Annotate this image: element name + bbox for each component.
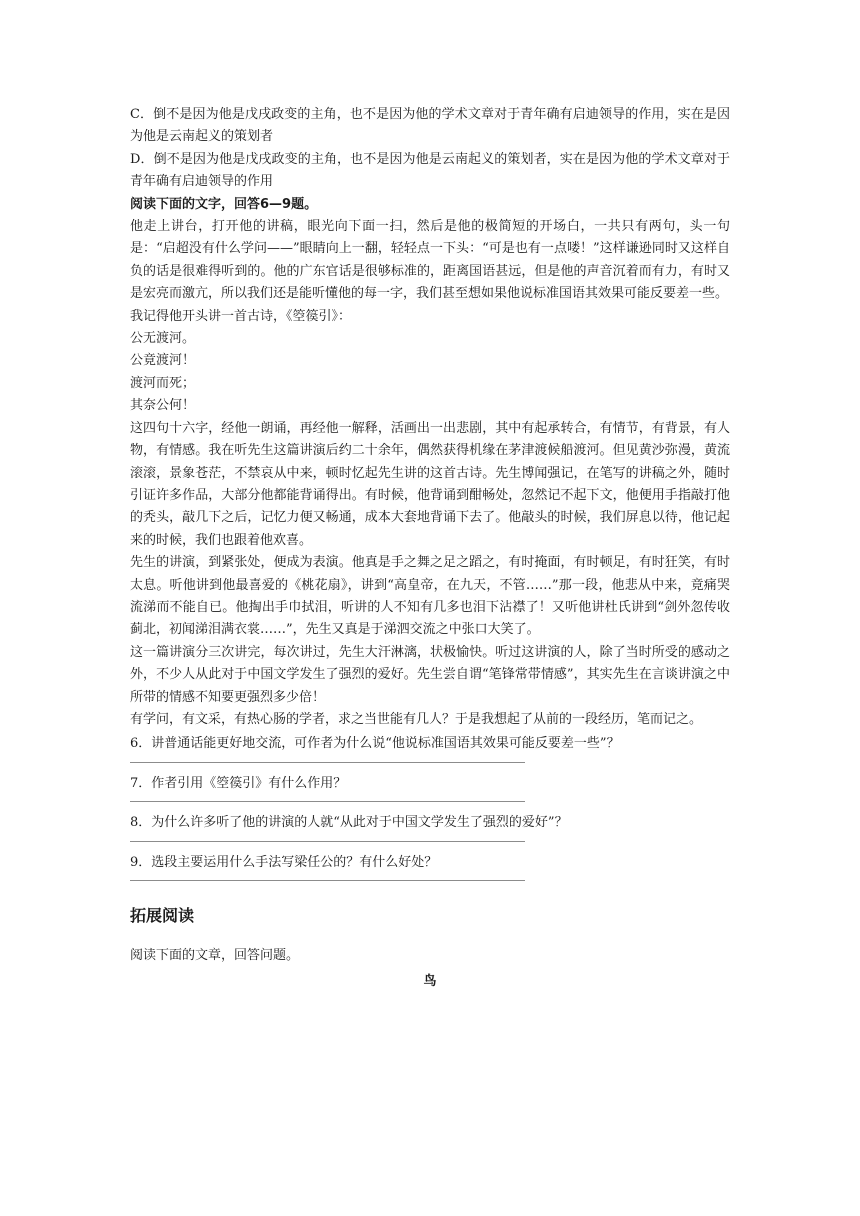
option-d: D．倒不是因为他是戊戌政变的主角，也不是因为他是云南起义的策划者，实在是因为他的学术文章对于青年确有启迪领导的作用 xyxy=(130,151,730,190)
question-9: 9．选段主要运用什么手法写梁任公的？有什么好处？ xyxy=(130,854,438,870)
document-content xyxy=(130,104,730,994)
poem-line-4: 其奈公何！ xyxy=(130,398,196,414)
passage-paragraph-2: 我记得他开头讲一首古诗，《箜篌引》： xyxy=(130,308,352,324)
extension-instruction: 阅读下面的文章，回答问题。 xyxy=(130,948,300,963)
question-6: 6．讲普通话能更好地交流，可作者为什么说“他说标准国语其效果可能反要差一些”？ xyxy=(130,736,620,752)
poem-line-1: 公无渡河。 xyxy=(130,331,196,347)
poem-line-2: 公竟渡河！ xyxy=(130,353,196,369)
passage-paragraph-5: 这一篇讲演分三次讲完，每次讲过，先生大汗淋漓，状极愉快。听过这讲演的人，除了当时所受的感动之外，不少人从此对于中国文学发生了强烈的爱好。先生尝自谓“笔锋常带情感”，其实先生在言谈讲演之中所带的情感不知要更强烈多少倍！ xyxy=(130,644,730,705)
passage-paragraph-6: 有学问，有文采，有热心肠的学者，求之当世能有几人？于是我想起了从前的一段经历，笔而记之。 xyxy=(130,711,703,727)
answer-line-7[interactable] xyxy=(130,801,525,802)
passage-paragraph-3: 这四句十六字，经他一朗诵，再经他一解释，活画出一出悲剧，其中有起承转合，有情节，有背景，有人物，有情感。我在听先生这篇讲演后约二十余年，偶然获得机缘在茅津渡候船渡河。但见黄沙弥漫，黄流滚滚，景象苍茫，不禁哀从中来，顿时忆起先生讲的这首古诗。先生博闻强记，在笔写的讲稿之外，随时引证许多作品，大部分他都能背诵得出。有时候，他背诵到酣畅处，忽然记不起下文，他便用手指敲打他的秃头，敲几下之后，记忆力便又畅通，成本大套地背诵下去了。他敲头的时候，我们屏息以待，他记起来的时候，我们也跟着他欢喜。 xyxy=(130,420,730,548)
answer-line-9[interactable] xyxy=(130,880,525,881)
answer-line-6[interactable] xyxy=(130,762,525,763)
passage-paragraph-4: 先生的讲演，到紧张处，便成为表演。他真是手之舞之足之蹈之，有时掩面，有时顿足，有时狂笑，有时太息。听他讲到他最喜爱的《桃花扇》，讲到“高皇帝，在九天，不管……”那一段，他悲从中来，竟痛哭流涕而不能自已。他掏出手巾拭泪，听讲的人不知有几多也泪下沾襟了！又听他讲杜氏讲到“剑外忽传收蓟北，初闻涕泪满衣裳……”，先生又真是于涕泗交流之中张口大笑了。 xyxy=(130,555,730,638)
option-c: C．倒不是因为他是戊戌政变的主角，也不是因为他的学术文章对于青年确有启迪领导的作用，实在是因为他是云南起义的策划者 xyxy=(130,107,730,145)
article-title: 鸟 xyxy=(423,974,437,990)
answer-line-8[interactable] xyxy=(130,841,525,842)
extension-section-title: 拓展阅读 xyxy=(130,906,195,925)
question-7: 7．作者引用《箜篌引》有什么作用？ xyxy=(130,775,347,791)
passage-paragraph-1: 他走上讲台，打开他的讲稿，眼光向下面一扫，然后是他的极简短的开场白，一共只有两句，头一句是：“启超没有什么学问——”眼睛向上一翻，轻轻点一下头：“可是也有一点喽！”这样谦逊同时又这样自负的话是很难得听到的。他的广东官话是很够标准的，距离国语甚远，但是他的声音沉着而有力，有时又是宏亮而激亢，所以我们还是能听懂他的每一字，我们甚至想如果他说标准国语其效果可能反要差一些。 xyxy=(130,219,730,302)
poem-line-3: 渡河而死； xyxy=(130,375,196,391)
question-8: 8．为什么许多听了他的讲演的人就“从此对于中国文学发生了强烈的爱好”？ xyxy=(130,815,568,831)
reading-heading: 阅读下面的文字，回答6—9题。 xyxy=(130,196,318,212)
